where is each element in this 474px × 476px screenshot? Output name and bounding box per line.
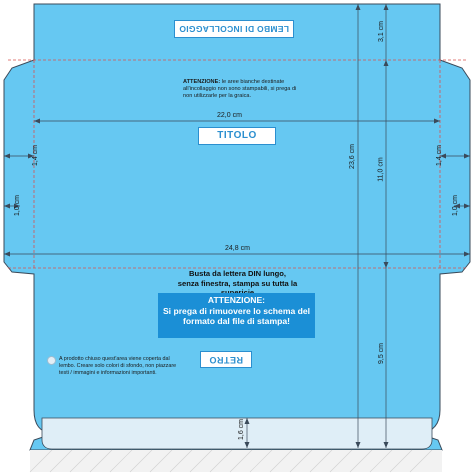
dim-front-height: 11,0 cm	[377, 157, 385, 182]
warning-line-1: Si prega di rimuovere lo schema del	[162, 305, 311, 316]
dim-left-flap: 1,0 cm	[14, 194, 22, 217]
dim-right-side: 1,4 cm	[436, 144, 444, 167]
bottom-hatch	[30, 450, 442, 472]
title-box: TITOLO	[198, 127, 276, 145]
notice-text: le aree bianche destinate all'incollaggio non sono stampabili, si prega di non utilizzarle per la graica.	[183, 79, 297, 99]
description-line-2: senza finestra, stampa su tutta la	[177, 278, 298, 288]
glue-area-notice	[183, 79, 303, 100]
dim-inner-width: 22,0 cm	[217, 112, 242, 119]
warning-line-2: formato dal file di stampa!	[183, 316, 290, 327]
warning-heading: ATTENZIONE:	[207, 295, 266, 305]
covered-area-footnote: A prodotto chiuso quest'area viene coperta dal lembo. Creare solo colori di sfondo, non piazzare testi / immagini e informazioni importanti.	[59, 356, 177, 376]
info-bullet-icon	[47, 356, 56, 365]
description-line-1: Busta da lettera DIN lungo,	[188, 269, 287, 278]
dim-bottom-flap: 1,6 cm	[238, 418, 246, 441]
bottom-glue-area	[42, 418, 432, 449]
envelope-outline	[4, 4, 470, 450]
glue-flap-label: LEMBO DI INCOLLAGGIO	[174, 20, 294, 38]
warning-box	[158, 293, 315, 338]
dim-left-side: 1,4 cm	[32, 144, 40, 167]
dim-full-width: 24,8 cm	[225, 245, 250, 252]
dim-full-height: 23,6 cm	[348, 144, 356, 169]
back-side-label: RETRO	[200, 351, 252, 368]
dim-top-flap: 3,1 cm	[378, 20, 386, 43]
dim-bottom-part: 9,5 cm	[378, 342, 386, 365]
dim-right-flap: 1,0 cm	[452, 194, 460, 217]
notice-heading: ATTENZIONE:	[183, 79, 221, 85]
